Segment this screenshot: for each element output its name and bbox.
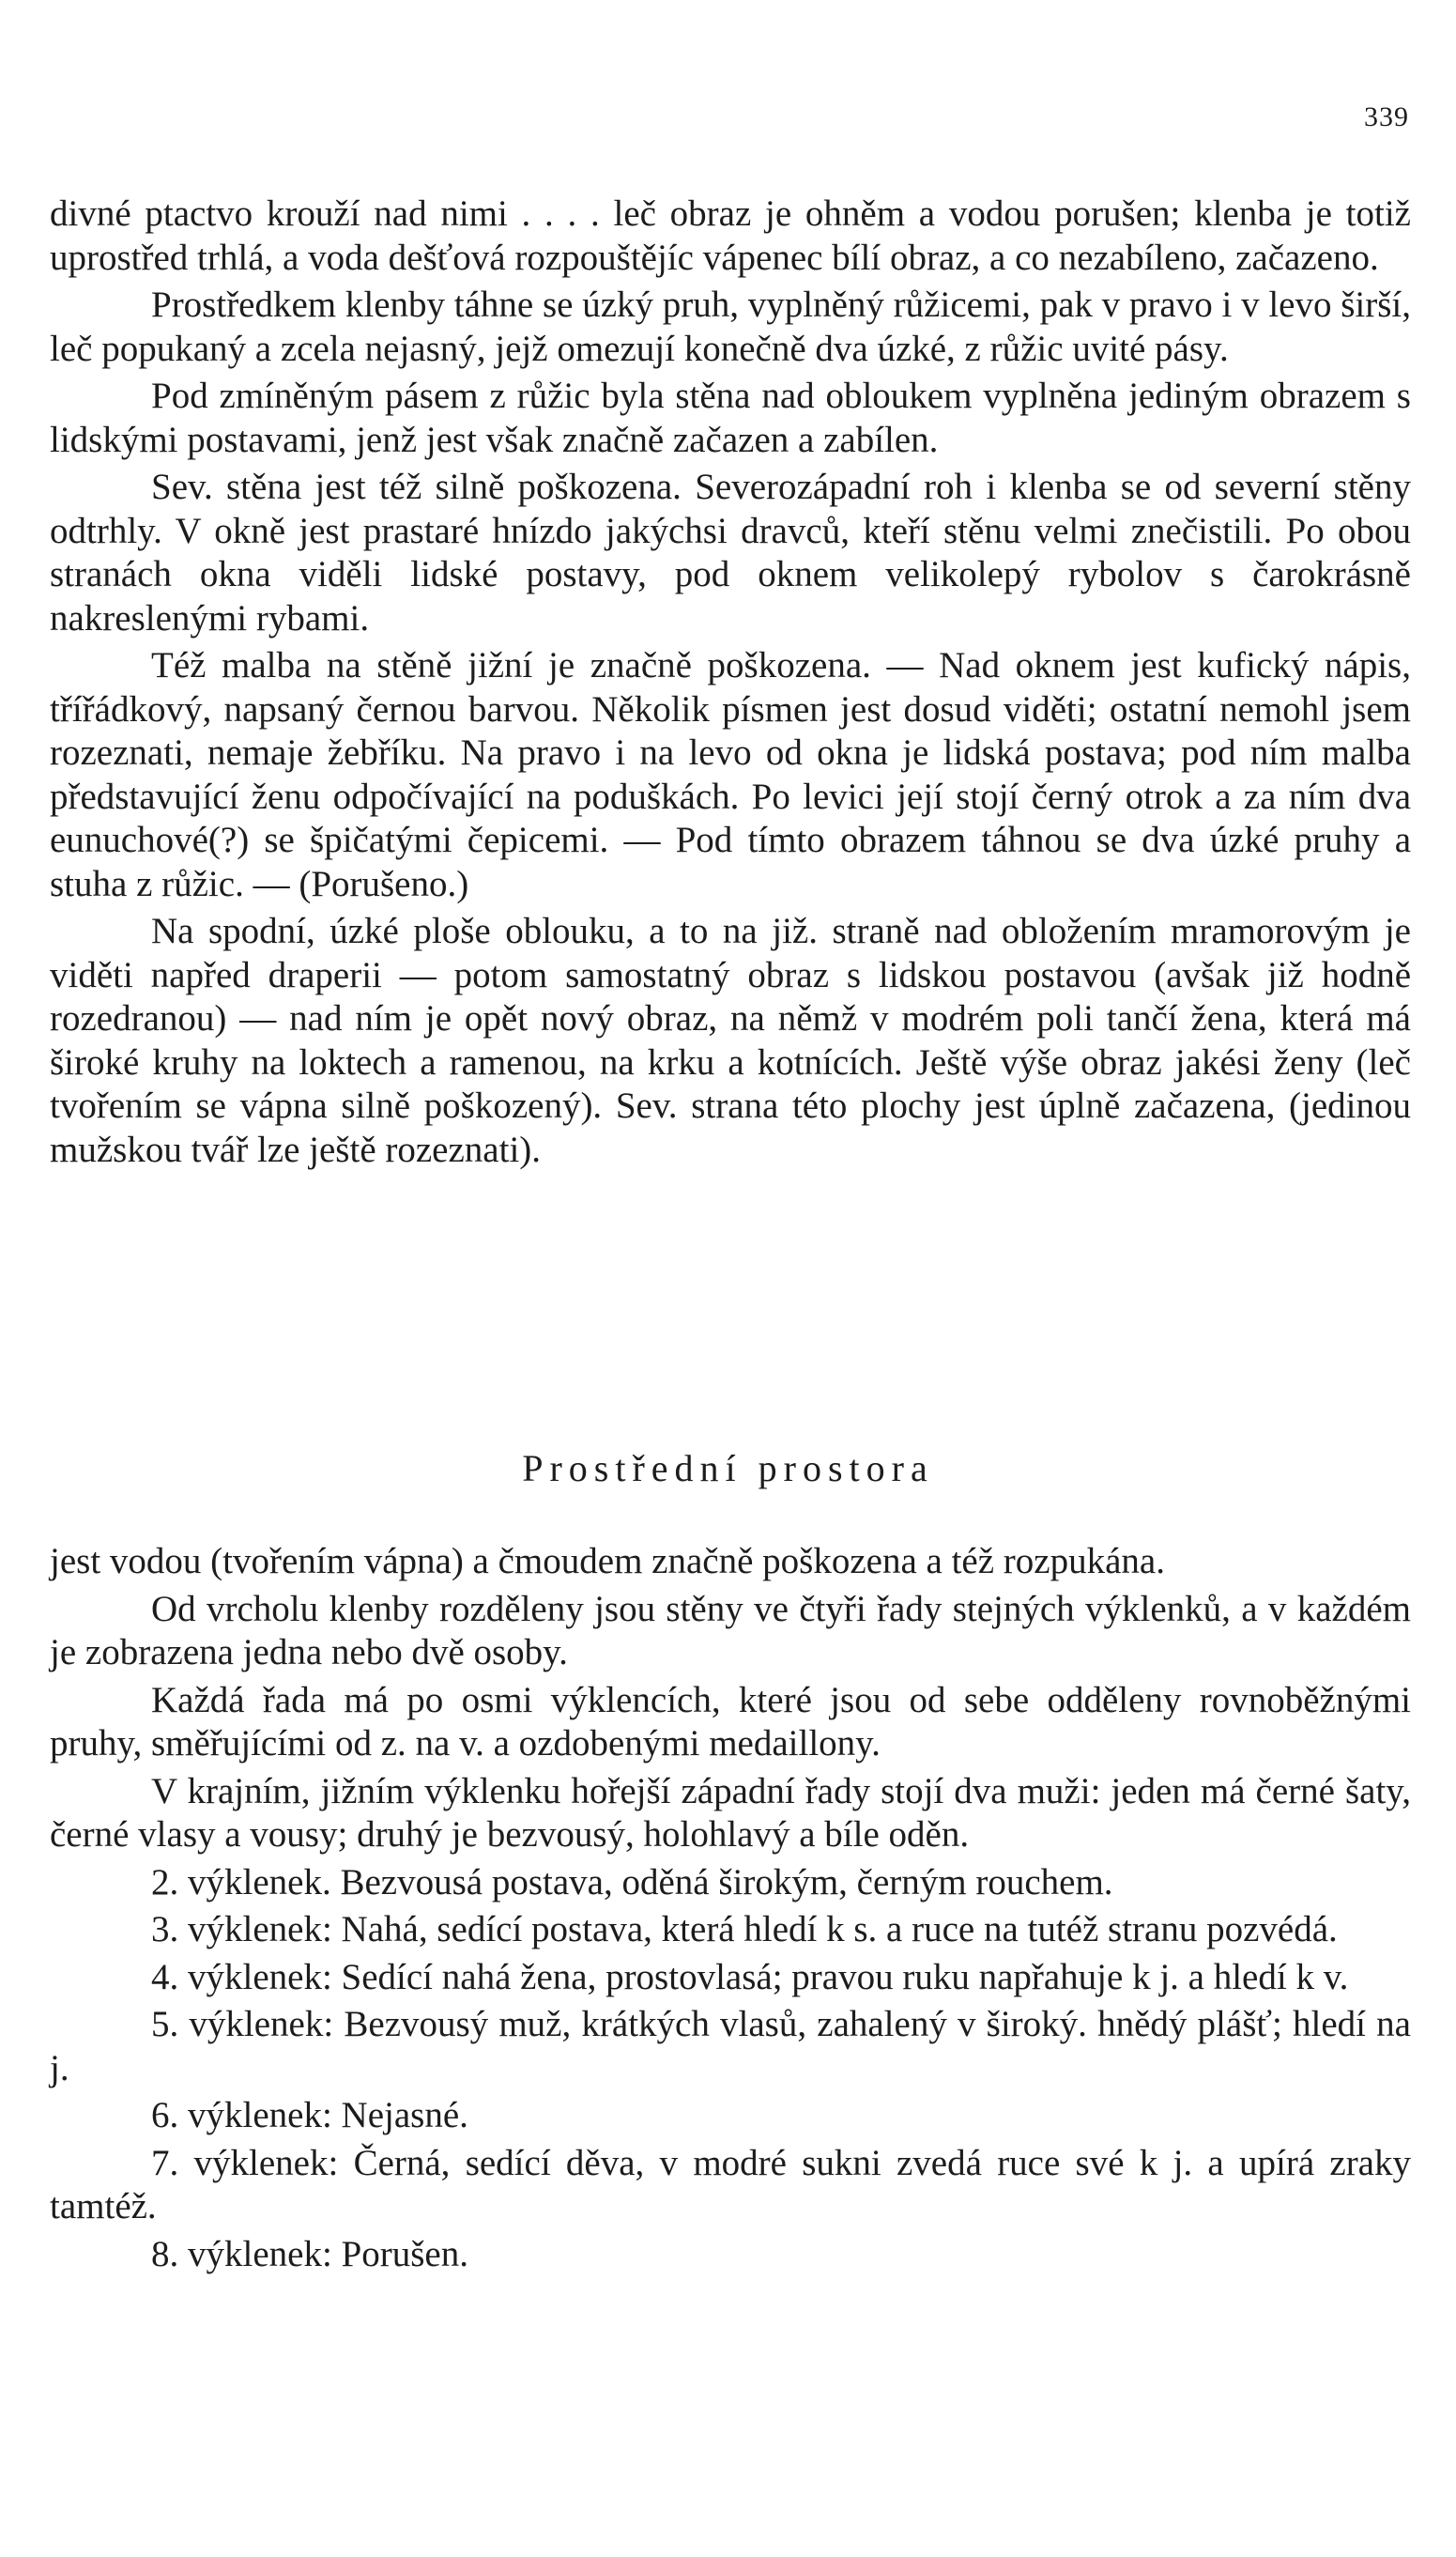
list-item: 6. výklenek: Nejasné. xyxy=(151,2095,468,2135)
paragraph: Každá řada má po osmi výklencích, které jsou od sebe odděleny rovnoběžnými pruhy, směřujícími od z. na v. a ozdobenými medaillony. xyxy=(50,1679,1411,1764)
paragraph: divné ptactvo krouží nad nimi . . . . leč obraz je ohněm a vodou porušen; klenba je totiž uprostřed trhlá, a voda dešťová rozpouštějíc vápenec bílí obraz, a co nezabíleno, začazeno. xyxy=(50,193,1411,278)
text-section-2 xyxy=(50,1540,1411,2276)
list-item: 2. výklenek. Bezvousá postava, oděná širokým, černým rouchem. xyxy=(151,1861,1113,1902)
paragraph: Též malba na stěně jižní je značně poškozena. — Nad oknem jest kufický nápis, třířádkový, napsaný černou barvou. Několik písmen jest dosud viděti; ostatní nemohl jsem rozeznati, nemaje žebříku. Na pravo i na levo od okna je lidská postava; pod ním malba představující ženu odpočívající na poduškách. Po levici její stojí černý otrok a za ním dva eunuchové(?) se špičatými čepicemi. — Pod tímto obrazem táhnou se dva úzké pruhy a stuha z růžic. — (Porušeno.) xyxy=(50,645,1411,904)
list-item: 5. výklenek: Bezvousý muž, krátkých vlasů, zahalený v široký. hnědý plášť; hledí na j. xyxy=(50,2004,1411,2088)
paragraph: Od vrcholu klenby rozděleny jsou stěny ve čtyři řady stejných výklenků, a v každém je zobrazena jedna nebo dvě osoby. xyxy=(50,1588,1411,1672)
paragraph: Sev. stěna jest též silně poškozena. Severozápadní roh i klenba se od severní stěny odtrhly. V okně jest prastaré hnízdo jakýchsi dravců, kteří stěnu velmi znečistili. Po obou stranách okna viděli lidské postavy, pod oknem velikolepý rybolov s čarokrásně nakreslenými rybami. xyxy=(50,467,1411,639)
list-item: 3. výklenek: Nahá, sedící postava, která hledí k s. a ruce na tutéž stranu pozvédá. xyxy=(151,1909,1338,1949)
list-item: 7. výklenek: Černá, sedící děva, v modré sukni zvedá ruce své k j. a upírá zraky tamtéž. xyxy=(50,2142,1411,2226)
paragraph: Na spodní, úzké ploše oblouku, a to na již. straně nad obložením mramorovým je viděti napřed draperii — potom samostatný obraz s lidskou postavou (avšak již hodně rozedranou) — nad ním je opět nový obraz, na němž v modrém poli tančí žena, která má široké kruhy na loktech a ramenou, na krku a kotnících. Ještě výše obraz jakési ženy (leč tvořením se vápna silně poškozený). Sev. strana této plochy jest úplně začazena, (jedinou mužskou tvář lze ještě rozeznati). xyxy=(50,911,1411,1170)
text-section-1 xyxy=(50,193,1411,1172)
paragraph: V krajním, jižním výklenku hořejší západní řady stojí dva muži: jeden má černé šaty, černé vlasy a vousy; druhý je bezvousý, holohlavý a bíle oděn. xyxy=(50,1770,1411,1855)
page-number: 339 xyxy=(1364,101,1409,132)
list-item: 8. výklenek: Porušen. xyxy=(151,2233,468,2274)
paragraph: Prostředkem klenby táhne se úzký pruh, vyplněný růžicemi, pak v pravo i v levo širší, leč popukaný a zcela nejasný, jejž omezují konečně dva úzké, z růžic uvité pásy. xyxy=(50,285,1411,369)
list-item: 4. výklenek: Sedící nahá žena, prostovlasá; pravou ruku napřahuje k j. a hledí k v. xyxy=(151,1956,1349,1997)
paragraph: jest vodou (tvořením vápna) a čmoudem značně poškozena a též rozpukána. xyxy=(50,1541,1165,1581)
section-heading: Prostřední prostora xyxy=(522,1447,934,1489)
paragraph: Pod zmíněným pásem z růžic byla stěna nad obloukem vyplněna jediným obrazem s lidskými postavami, jenž jest však značně začazen a zabílen. xyxy=(50,376,1411,460)
